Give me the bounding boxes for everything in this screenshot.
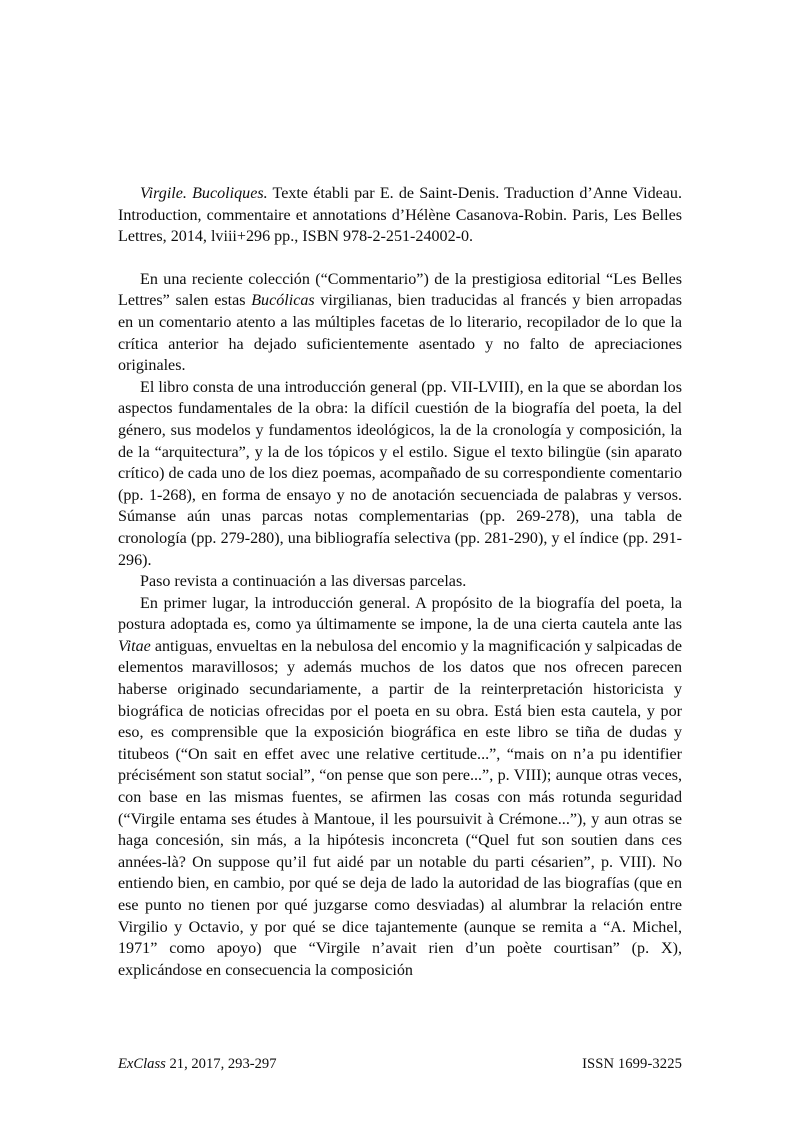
- text-run: En primer lugar, la introducción general. A propósito de la biografía del poeta, la postura adoptada es, como ya últimamente se impone, la de una cierta cautela ante las: [118, 594, 682, 634]
- footer-citation: [118, 1055, 277, 1073]
- italic-term-vitae: Vitae: [118, 637, 151, 655]
- text-run: Paso revista a continuación a las diversas parcelas.: [140, 573, 467, 591]
- text-run: En una reciente colección (“Commentario”) de la prestigiosa editorial “Les Belles Lettres” salen estas: [118, 270, 682, 310]
- paragraph-3: [118, 571, 682, 593]
- paragraph-1: [118, 269, 682, 377]
- paragraph-2: [118, 377, 682, 571]
- journal-name: ExClass: [118, 1056, 166, 1072]
- italic-term-bucolicas: Bucólicas: [251, 292, 315, 310]
- bibliographic-details: Texte établi par E. de Saint-Denis. Traduction d’Anne Videau. Introduction, commentaire et annotations d’Hélène Casanova-Robin. Paris, Les Belles Lettres, 2014, lviii+296 pp., ISBN 978-2-251-24002-0.: [118, 185, 682, 246]
- page-footer: [118, 1055, 682, 1073]
- bibliographic-title: Virgile. Bucoliques.: [140, 185, 268, 202]
- page-content-column: [118, 183, 682, 981]
- text-run: virgilianas, bien traducidas al francés y bien arropadas en un comentario atento a las múltiples facetas de lo literario, recopilador de lo que la crítica anterior ha dejado suficientemente asentado y no falto de apreciaciones originales.: [118, 292, 683, 375]
- paragraph-4: [118, 593, 682, 982]
- bibliographic-entry: [118, 183, 682, 248]
- journal-issue-pages: 21, 2017, 293-297: [165, 1056, 277, 1072]
- text-run: antiguas, envueltas en la nebulosa del encomio y la magnificación y salpicadas de elementos maravillosos; y además muchos de los datos que nos ofrecen parecen haberse originado secundariamente, a partir de la reinterpretación historicista y biográfica de noticias ofrecidas por el poeta en su obra. Está bien esta cautela, y por eso, es comprensible que la exposición biográfica en este libro se tiña de dudas y titubeos (“On sait en effet avec une relative certitude...”, “mais on n’a pu identifier précisément son statut social”, “on pense que son pere...”, p. VIII); aunque otras veces, con base en las mismas fuentes, se afirmen las cosas con más rotunda seguridad (“Virgile entama ses études à Mantoue, il les poursuivit à Crémone...”), y aun otras se haga concesión, sin más, a la hipótesis inconcreta (“Quel fut son soutien dans ces années-là? On suppose qu’il fut aidé par un notable du parti césarien”, p. VIII). No entiendo bien, en cambio, por qué se deja de lado la autoridad de las biografías (que en ese punto no tienen por qué juzgarse como desviadas) al alumbrar la relación entre Virgilio y Octavio, y por qué se dice tajantemente (aunque se remita a “A. Michel, 1971” como apoyo) que “Virgile n’avait rien d’un poète courtisan” (p. X), explicándose en consecuencia la composición: [118, 637, 682, 979]
- footer-issn: ISSN 1699-3225: [582, 1056, 682, 1072]
- text-run: El libro consta de una introducción general (pp. VII-LVIII), en la que se abordan los aspectos fundamentales de la obra: la difícil cuestión de la biografía del poeta, la del género, sus modelos y fundamentos ideológicos, la de la cronología y composición, la de la “arquitectura”, y la de los tópicos y el estilo. Sigue el texto bilingüe (sin aparato crítico) de cada uno de los diez poemas, acompañado de su correspondiente comentario (pp. 1-268), en forma de ensayo y no de anotación secuenciada de palabras y versos. Súmanse aún unas parcas notas complementarias (pp. 269-278), una tabla de cronología (pp. 279-280), una bibliografía selectiva (pp. 281-290), y el índice (pp. 291-296).: [118, 378, 682, 569]
